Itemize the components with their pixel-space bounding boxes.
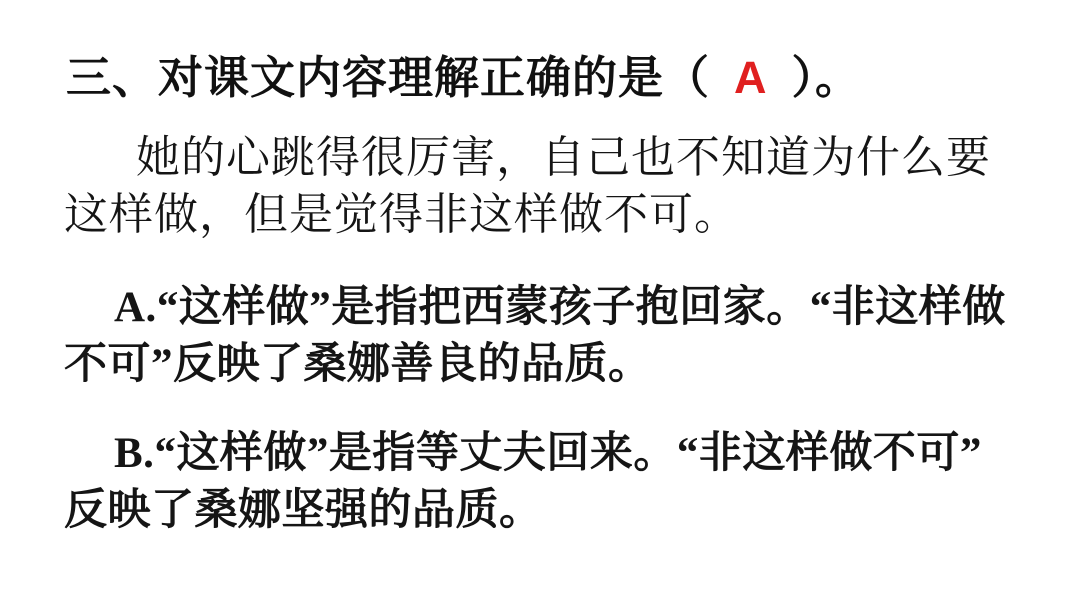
option-a-text: “这样做”是指把西蒙孩子抱回家。“非这样做不可”反映了桑娜善良的品质。 [64,283,1006,388]
option-b-text: “这样做”是指等丈夫回来。“非这样做不可”反映了桑娜坚强的品质。 [64,430,982,534]
quote-paragraph: 她的心跳得很厉害，自己也不知道为什么要这样做，但是觉得非这样做不可。 [64,133,991,239]
option-b-label: B. [114,430,155,478]
question-title-close: ）。 [791,52,862,103]
answer-letter: A [734,52,768,103]
option-b [64,426,1012,540]
option-a [64,280,1012,394]
option-a-label: A. [114,283,157,331]
question-title-text: 三、对课文内容理解正确的是（ [66,52,711,103]
question-title [66,50,1012,106]
